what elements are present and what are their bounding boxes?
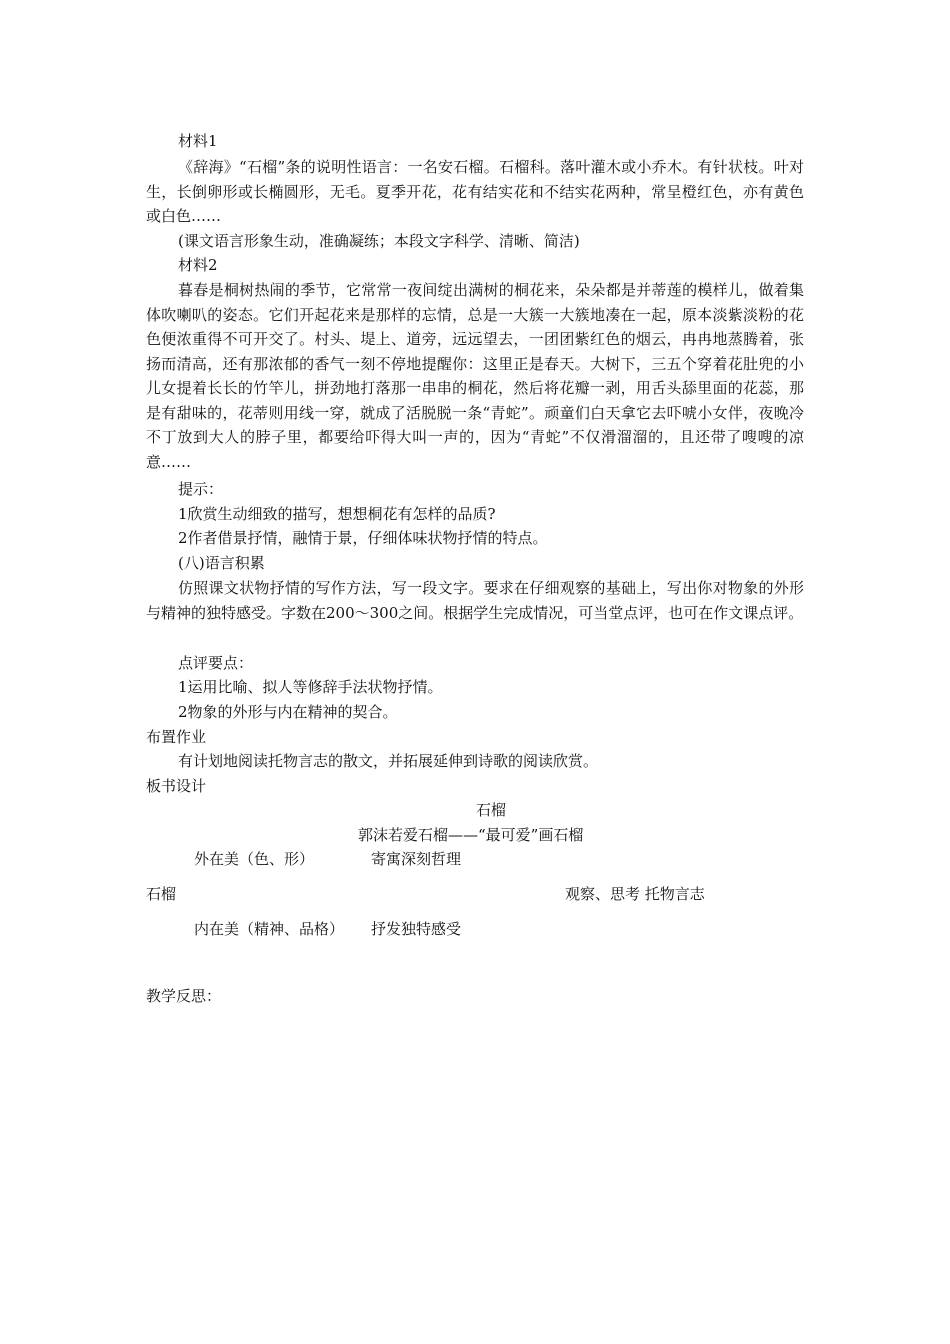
material1-body: 《辞海》“石榴”条的说明性语言：一名安石榴。石榴科。落叶灌木或小乔木。有针状枝。叶对生，长倒卵形或长椭圆形，无毛。夏季开花，花有结实花和不结实花两种，常呈橙红色，亦有黄色或白色…… xyxy=(146,158,804,225)
material2-body: 暮春是桐树热闹的季节，它常常一夜间绽出满树的桐花来，朵朵都是并蒂莲的模样儿，做着集体吹喇叭的姿态。它们开起花来是那样的忘情，总是一大簇一大簇地凑在一起，原本淡紫淡粉的花色便浓重得不可开交了。村头、堤上、道旁，远远望去，一团团紫红色的烟云，冉冉地蒸腾着，张扬而清高，还有那浓郁的香气一刻不停地提醒你：这里正是春天。大树下，三五个穿着花肚兜的小儿女提着长长的竹竿儿，拼劲地打落那一串串的桐花，然后将花瓣一剥，用舌头舔里面的花蕊，那是有甜味的，花蒂则用线一穿，就成了活脱脱一条“青蛇”。顽童们白天拿它去吓唬小女伴，夜晚冷不丁放到大人的脖子里，都要给吓得大叫一声的，因为“青蛇”不仅滑溜溜的，且还带了嗖嗖的凉意…… xyxy=(146,281,804,471)
board-title: 石榴 xyxy=(476,801,507,819)
review-point-2: 2物象的外形与内在精神的契合。 xyxy=(178,703,398,721)
review-points-heading: 点评要点： xyxy=(178,654,254,672)
section8-heading: (八)语言积累 xyxy=(178,554,265,572)
board-right-label: 观察、思考 托物言志 xyxy=(565,885,705,903)
board-outer-beauty: 外在美（色、形） xyxy=(194,850,315,868)
board-heading: 板书设计 xyxy=(146,777,207,795)
tip-1: 1欣赏生动细致的描写，想想桐花有怎样的品质? xyxy=(178,505,496,523)
board-inner-beauty: 内在美（精神、品格） xyxy=(194,920,345,938)
material2-heading: 材料2 xyxy=(178,256,218,274)
board-outer-note: 寄寓深刻哲理 xyxy=(371,850,462,868)
section8-body: 仿照课文状物抒情的写作方法，写一段文字。要求在仔细观察的基础上，写出你对物象的外形与精神的独特感受。字数在200～300之间。根据学生完成情况，可当堂点评，也可在作文课点评。 xyxy=(146,579,804,622)
homework-heading: 布置作业 xyxy=(146,728,207,746)
tips-heading: 提示： xyxy=(178,480,224,498)
board-left-label: 石榴 xyxy=(146,885,177,903)
material1-note: (课文语言形象生动，准确凝练；本段文字科学、清晰、简洁) xyxy=(178,232,580,250)
reflection-heading: 教学反思： xyxy=(146,987,222,1005)
review-point-1: 1运用比喻、拟人等修辞手法状物抒情。 xyxy=(178,678,443,696)
board-inner-note: 抒发独特感受 xyxy=(371,920,462,938)
tip-2: 2作者借景抒情，融情于景，仔细体味状物抒情的特点。 xyxy=(178,529,548,547)
homework-body: 有计划地阅读托物言志的散文，并拓展延伸到诗歌的阅读欣赏。 xyxy=(178,752,599,770)
material1-heading: 材料1 xyxy=(178,132,218,150)
board-subtitle: 郭沫若爱石榴——“最可爱”画石榴 xyxy=(358,826,584,844)
